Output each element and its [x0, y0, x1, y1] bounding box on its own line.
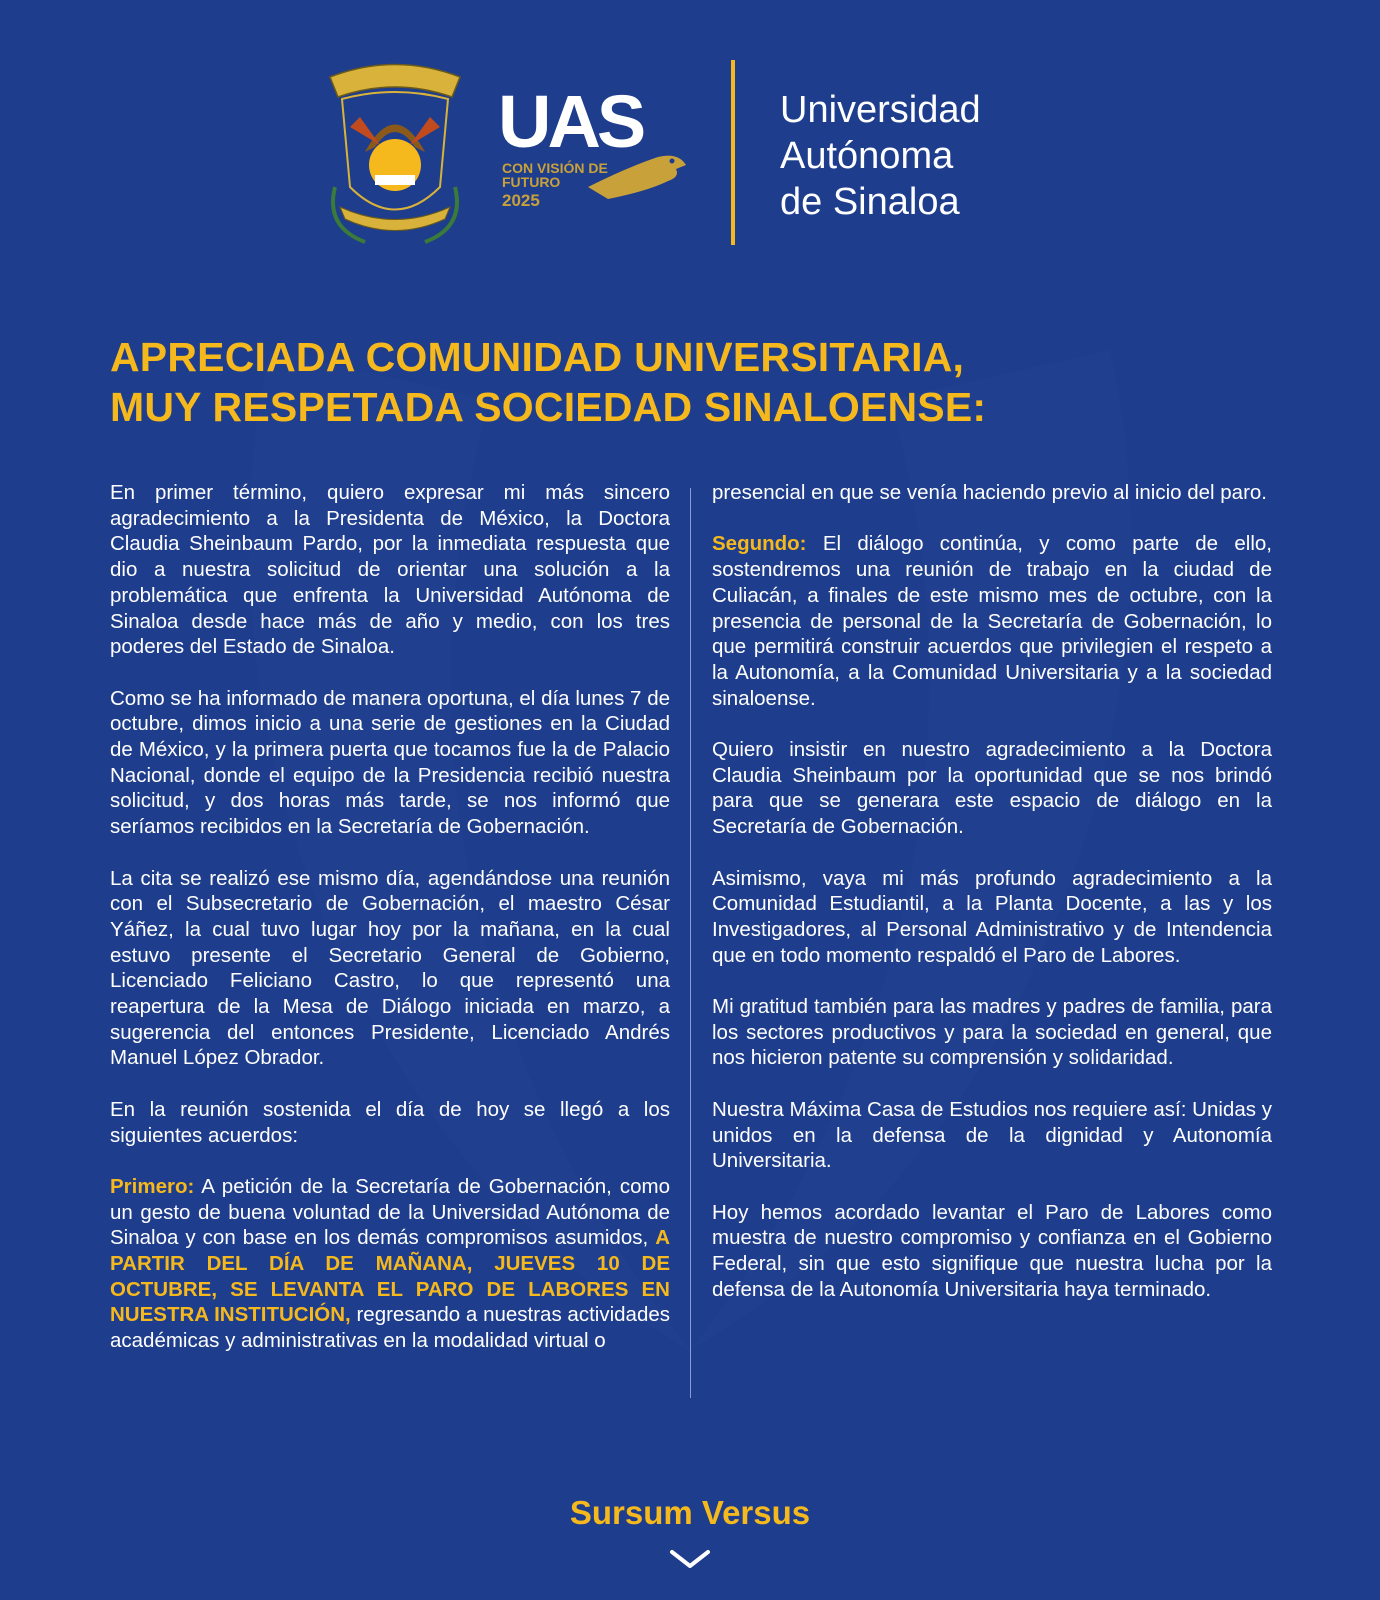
paragraph: Nuestra Máxima Casa de Estudios nos requiere así: Unidas y unidos en la defensa de la dignidad y Autonomía Universitaria. [712, 1097, 1272, 1173]
paragraph: La cita se realizó ese mismo día, agendándose una reunión con el Subsecretario de Gobernación, el maestro César Yáñez, la cual tuvo lugar hoy por la mañana, en la cual estuvo presente el Secretario General de Gobierno, Licenciado Feliciano Castro, lo que representó una reapertura de la Mesa de Diálogo iniciada en marzo, a sugerencia del entonces Presidente, Licenciado Andrés Manuel López Obrador. [110, 866, 670, 1070]
paragraph: En primer término, quiero expresar mi más sincero agradecimiento a la Presidenta de México, la Doctora Claudia Sheinbaum Pardo, por la inmediata respuesta que dio a nuestra solicitud de orientar una solución a la problemática que enfrenta la Universidad Autónoma de Sinaloa desde hace más de año y medio, con los tres poderes del Estado de Sinaloa. [110, 481, 670, 659]
paragraph: presencial en que se venía haciendo previo al inicio del paro. [712, 481, 1268, 504]
university-crest-logo [320, 57, 470, 247]
chevron-down-icon [668, 1548, 712, 1572]
paragraph: Mi gratitud también para las madres y padres de familia, para los sectores productivos y para la sociedad en general, que nos hicieron patente su comprensión y solidaridad. [712, 995, 1272, 1070]
paragraph: Hoy hemos acordado levantar el Paro de Labores como muestra de nuestro compromiso y confianza en el Gobierno Federal, sin que esto signifique que nuestra lucha por la defensa de la Autonomía Universitaria haya terminado. [712, 1200, 1272, 1301]
column-divider [690, 488, 691, 1398]
left-column [110, 480, 670, 1380]
agreement-label: Segundo: [712, 532, 807, 556]
agreement-label: Primero: [110, 1174, 195, 1198]
title-line-1: APRECIADA COMUNIDAD UNIVERSITARIA, [110, 334, 965, 380]
right-column [712, 480, 1272, 1328]
paragraph-agreement-second: Segundo: El diálogo continúa, y como parte de ello, sostendremos una reunión de trabajo en la ciudad de Culiacán, a finales de este mismo mes de octubre, con la presencia de personal de la Secretaría de Gobernación, lo que permitirá construir acuerdos que privilegien el respeto a la Autonomía, a la Comunidad Universitaria y a la sociedad sinaloense. [712, 532, 1272, 710]
footer-motto: Sursum Versus [569, 1494, 811, 1531]
eagle-icon [588, 147, 688, 207]
uas-year: 2025 [502, 191, 540, 210]
paragraph: Como se ha informado de manera oportuna, el día lunes 7 de octubre, dimos inicio a una serie de gestiones en la Ciudad de México, y la primera puerta que tocamos fue la de Palacio Nacional, donde el equipo de la Presidencia recibió nuestra solicitud, y dos horas más tarde, se nos informó que seríamos recibidos en la Secretaría de Gobernación. [110, 686, 670, 839]
highlight-announcement: A PARTIR DEL DÍA DE MAÑANA, JUEVES 10 DE OCTUBRE, SE LEVANTA EL PARO DE LABORES EN NUESTRA INSTITUCIÓN, [110, 1226, 670, 1327]
uas-wordmark: UAS [498, 80, 643, 163]
uas-tagline: CON VISIÓN DE FUTURO [502, 160, 608, 190]
paragraph-agreement-first: Primero: A petición de la Secretaría de Gobernación, como un gesto de buena voluntad de la Universidad Autónoma de Sinaloa y con base en los demás compromisos asumidos, A PARTIR DEL DÍA DE MAÑANA, JUEVES 10 DE OCTUBRE, SE LEVANTA EL PARO DE LABORES EN NUESTRA INSTITUCIÓN, regresando a nuestras actividades académicas y administrativas en la modalidad virtual o [110, 1174, 670, 1353]
page-header [320, 55, 1080, 250]
paragraph: En la reunión sostenida el día de hoy se llegó a los siguientes acuerdos: [110, 1097, 670, 1147]
paragraph: Asimismo, vaya mi más profundo agradecimiento a la Comunidad Estudiantil, a la Planta Docente, a las y los Investigadores, al Personal Administrativo y de Intendencia que en todo momento respaldó el Paro de Labores. [712, 866, 1272, 967]
page-title [110, 332, 1270, 432]
title-line-2: MUY RESPETADA SOCIEDAD SINALOENSE: [110, 384, 987, 430]
paragraph: Quiero insistir en nuestro agradecimiento a la Doctora Claudia Sheinbaum por la oportunidad que se nos brindó para que se generara este espacio de diálogo en la Secretaría de Gobernación. [712, 738, 1272, 839]
university-name: Universidad Autónoma de Sinaloa [780, 89, 981, 223]
header-divider [731, 60, 735, 245]
uas-vision-logo [498, 80, 698, 225]
